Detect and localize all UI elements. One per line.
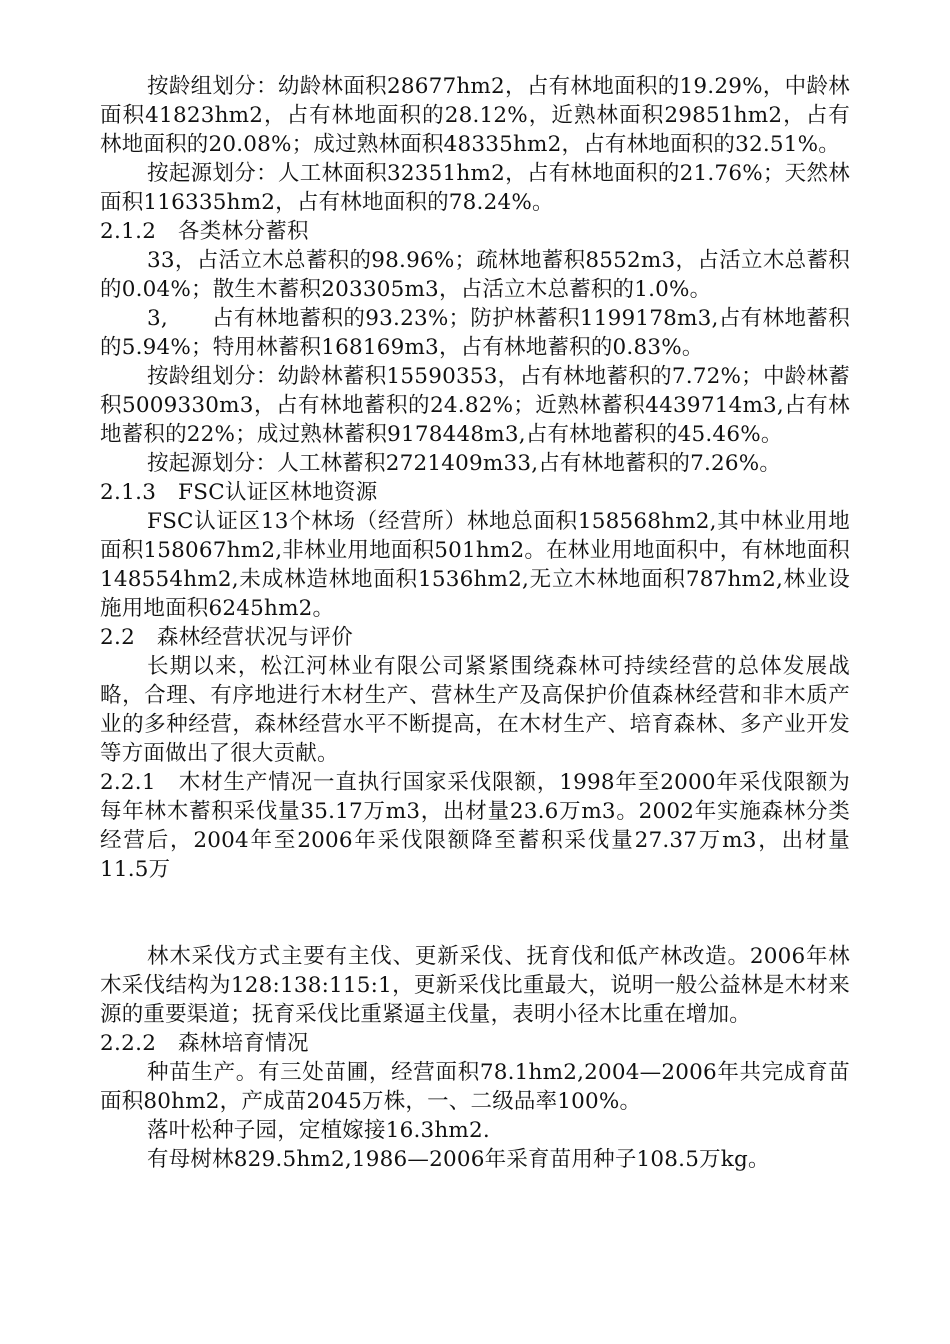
paragraph-origin-stock: 按起源划分：人工林蓄积2721409m33,占有林地蓄积的7.26%。: [147, 451, 782, 476]
heading-2-2-2: 2.2.2 森林培育情况: [100, 1031, 309, 1056]
paragraph-seed-orchard: 落叶松种子园，定植嫁接16.3hm2.: [147, 1118, 490, 1143]
paragraph-mother-tree: 有母树林829.5hm2,1986—2006年采育苗用种子108.5万kg。: [147, 1147, 770, 1172]
paragraph-fsc-land: FSC认证区13个林场（经营所）林地总面积158568hm2,其中林业用地面积158067hm2,非林业用地面积501hm2。在林业用地面积中，有林地面积148554hm2,未成林造林地面积1536hm2,无立木林地面积787hm2,林业设施用地面积6245hm2。: [100, 509, 850, 621]
paragraph-2-2-1-timber: 2.2.1 木材生产情况一直执行国家采伐限额，1998年至2000年采伐限额为每年林木蓄积采伐量35.17万m3，出材量23.6万m3。2002年实施森林分类经营后，2004年至2006年采伐限额降至蓄积采伐量27.37万m3，出材量11.5万: [100, 770, 850, 882]
paragraph-management-overview: 长期以来，松江河林业有限公司紧紧围绕森林可持续经营的总体发展战略，合理、有序地进行木材生产、营林生产及高保护价值森林经营和非木质产业的多种经营，森林经营水平不断提高，在木材生产、培育森林、多产业开发等方面做出了很大贡献。: [100, 654, 850, 766]
paragraph-age-stock: 按龄组划分：幼龄林蓄积15590353，占有林地蓄积的7.72%；中龄林蓄积5009330m3，占有林地蓄积的24.82%；近熟林蓄积4439714m3,占有林地蓄积的22%；成过熟林蓄积9178448m3,占有林地蓄积的45.46%。: [100, 364, 850, 447]
heading-2-1-3: 2.1.3 FSC认证区林地资源: [100, 480, 378, 505]
paragraph-forest-type-stock: 3, 占有林地蓄积的93.23%；防护林蓄积1199178m3,占有林地蓄积的5.94%；特用林蓄积168169m3，占有林地蓄积的0.83%。: [100, 306, 850, 360]
blank-gap: [100, 884, 850, 942]
document-page: [100, 72, 850, 1174]
heading-2-1-2: 2.1.2 各类林分蓄积: [100, 219, 309, 244]
paragraph-nursery: 种苗生产。有三处苗圃，经营面积78.1hm2,2004—2006年共完成育苗面积80hm2，产成苗2045万株，一、二级品率100%。: [100, 1060, 850, 1114]
paragraph-living-stock: 33，占活立木总蓄积的98.96%；疏林地蓄积8552m3，占活立木总蓄积的0.04%；散生木蓄积203305m3，占活立木总蓄积的1.0%。: [100, 248, 850, 302]
paragraph-age-area: 按龄组划分：幼龄林面积28677hm2，占有林地面积的19.29%，中龄林面积41823hm2，占有林地面积的28.12%，近熟林面积29851hm2，占有林地面积的20.08%；成过熟林面积48335hm2，占有林地面积的32.51%。: [100, 74, 850, 157]
paragraph-harvest-methods: 林木采伐方式主要有主伐、更新采伐、抚育伐和低产林改造。2006年林木采伐结构为128:138:115:1，更新采伐比重最大，说明一般公益林是木材来源的重要渠道；抚育采伐比重紧逼主伐量，表明小径木比重在增加。: [100, 944, 850, 1027]
paragraph-origin-area: 按起源划分：人工林面积32351hm2，占有林地面积的21.76%；天然林面积116335hm2，占有林地面积的78.24%。: [100, 161, 850, 215]
heading-2-2: 2.2 森林经营状况与评价: [100, 625, 354, 650]
